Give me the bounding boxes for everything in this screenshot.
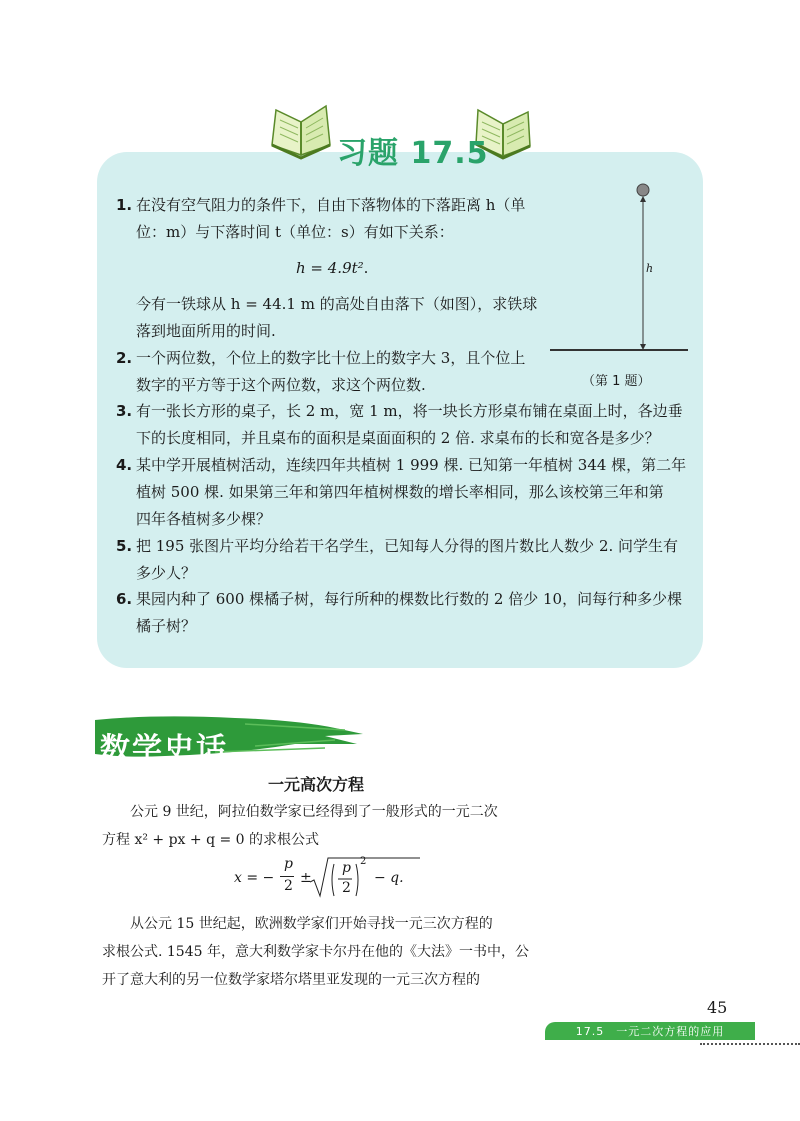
problem-line: 四年各植树多少棵？ <box>136 510 272 528</box>
problem-line: 某中学开展植树活动，连续四年共植树 1 999 棵. 已知第一年植树 344 棵，第二年 <box>136 456 687 474</box>
problem-line: 把 195 张图片平均分给若干名学生，已知每人分得的图片数比人数少 2. 问学生有 <box>136 537 679 555</box>
problem-line: 一个两位数，个位上的数字比十位上的数字大 3，且个位上 <box>136 349 526 367</box>
formula-lhs: x = − <box>234 870 275 886</box>
inner-num: p <box>342 860 351 876</box>
history-line: 从公元 15 世纪起，欧洲数学家们开始寻找一元三次方程的 <box>130 916 493 932</box>
frac-bar <box>280 876 294 877</box>
problem-number: 1. <box>116 196 133 214</box>
exponent: 2 <box>360 856 367 867</box>
history-subtitle: 一元高次方程 <box>268 775 365 794</box>
formula-fall <box>296 259 368 277</box>
section-footer: 17.5 一元二次方程的应用 <box>545 1022 755 1040</box>
problem-line: 有一张长方形的桌子，长 2 m，宽 1 m，将一块长方形桌布铺在桌面上时，各边垂 <box>136 402 683 420</box>
history-line: 开了意大利的另一位数学家塔尔塔里亚发现的一元三次方程的 <box>102 972 480 988</box>
page-number: 45 <box>707 998 728 1017</box>
problem-line: 位：m）与下落时间 t（单位：s）有如下关系： <box>136 223 454 241</box>
plus-minus: ± <box>300 870 312 886</box>
problem-line: 橘子树？ <box>136 617 197 635</box>
falling-ball-figure <box>545 178 695 368</box>
problem-line: 植树 500 棵. 如果第三年和第四年植树棵数的增长率相同，那么该校第三年和第 <box>136 483 664 501</box>
history-line: 求根公式. 1545 年，意大利数学家卡尔丹在他的《大法》一书中，公 <box>102 944 529 960</box>
problem-number: 3. <box>116 402 133 420</box>
problem-number: 2. <box>116 349 133 367</box>
inner-den: 2 <box>342 880 351 896</box>
quadratic-formula <box>234 856 434 902</box>
figure-caption: （第 1 题） <box>582 374 651 389</box>
problem-number: 4. <box>116 456 133 474</box>
formula-end: . <box>363 259 369 277</box>
formula-rhs: − q. <box>374 870 404 886</box>
problem-number: 5. <box>116 537 133 555</box>
figure-height-label: h <box>646 262 654 275</box>
problem-line: 下的长度相同，并且桌布的面积是桌面面积的 2 倍. 求桌布的长和宽各是多少？ <box>136 429 660 447</box>
problem-line: 多少人？ <box>136 564 197 582</box>
problem-line: 今有一铁球从 h = 44.1 m 的高处自由落下（如图），求铁球 <box>136 295 538 313</box>
history-banner-title: 数学史话 <box>100 732 228 767</box>
problem-line: 落到地面所用的时间. <box>136 322 276 340</box>
frac-den: 2 <box>284 878 293 894</box>
problem-line: 果园内种了 600 棵橘子树，每行所种的棵数比行数的 2 倍少 10，问每行种多少棵 <box>136 590 683 608</box>
frac-num: p <box>284 856 293 872</box>
problem-line: 在没有空气阻力的条件下，自由下落物体的下落距离 h（单 <box>136 196 526 214</box>
problem-number: 6. <box>116 590 133 608</box>
footer-divider <box>700 1043 800 1045</box>
problem-line: 数字的平方等于这个两位数，求这个两位数. <box>136 376 426 394</box>
book-icon-left <box>268 100 334 160</box>
formula-text: h = 4.9t² <box>296 259 364 277</box>
exercise-title: 习题 17.5 <box>337 136 489 171</box>
history-line: 方程 x² + px + q = 0 的求根公式 <box>102 832 320 848</box>
history-line: 公元 9 世纪，阿拉伯数学家已经得到了一般形式的一元二次 <box>130 804 498 820</box>
